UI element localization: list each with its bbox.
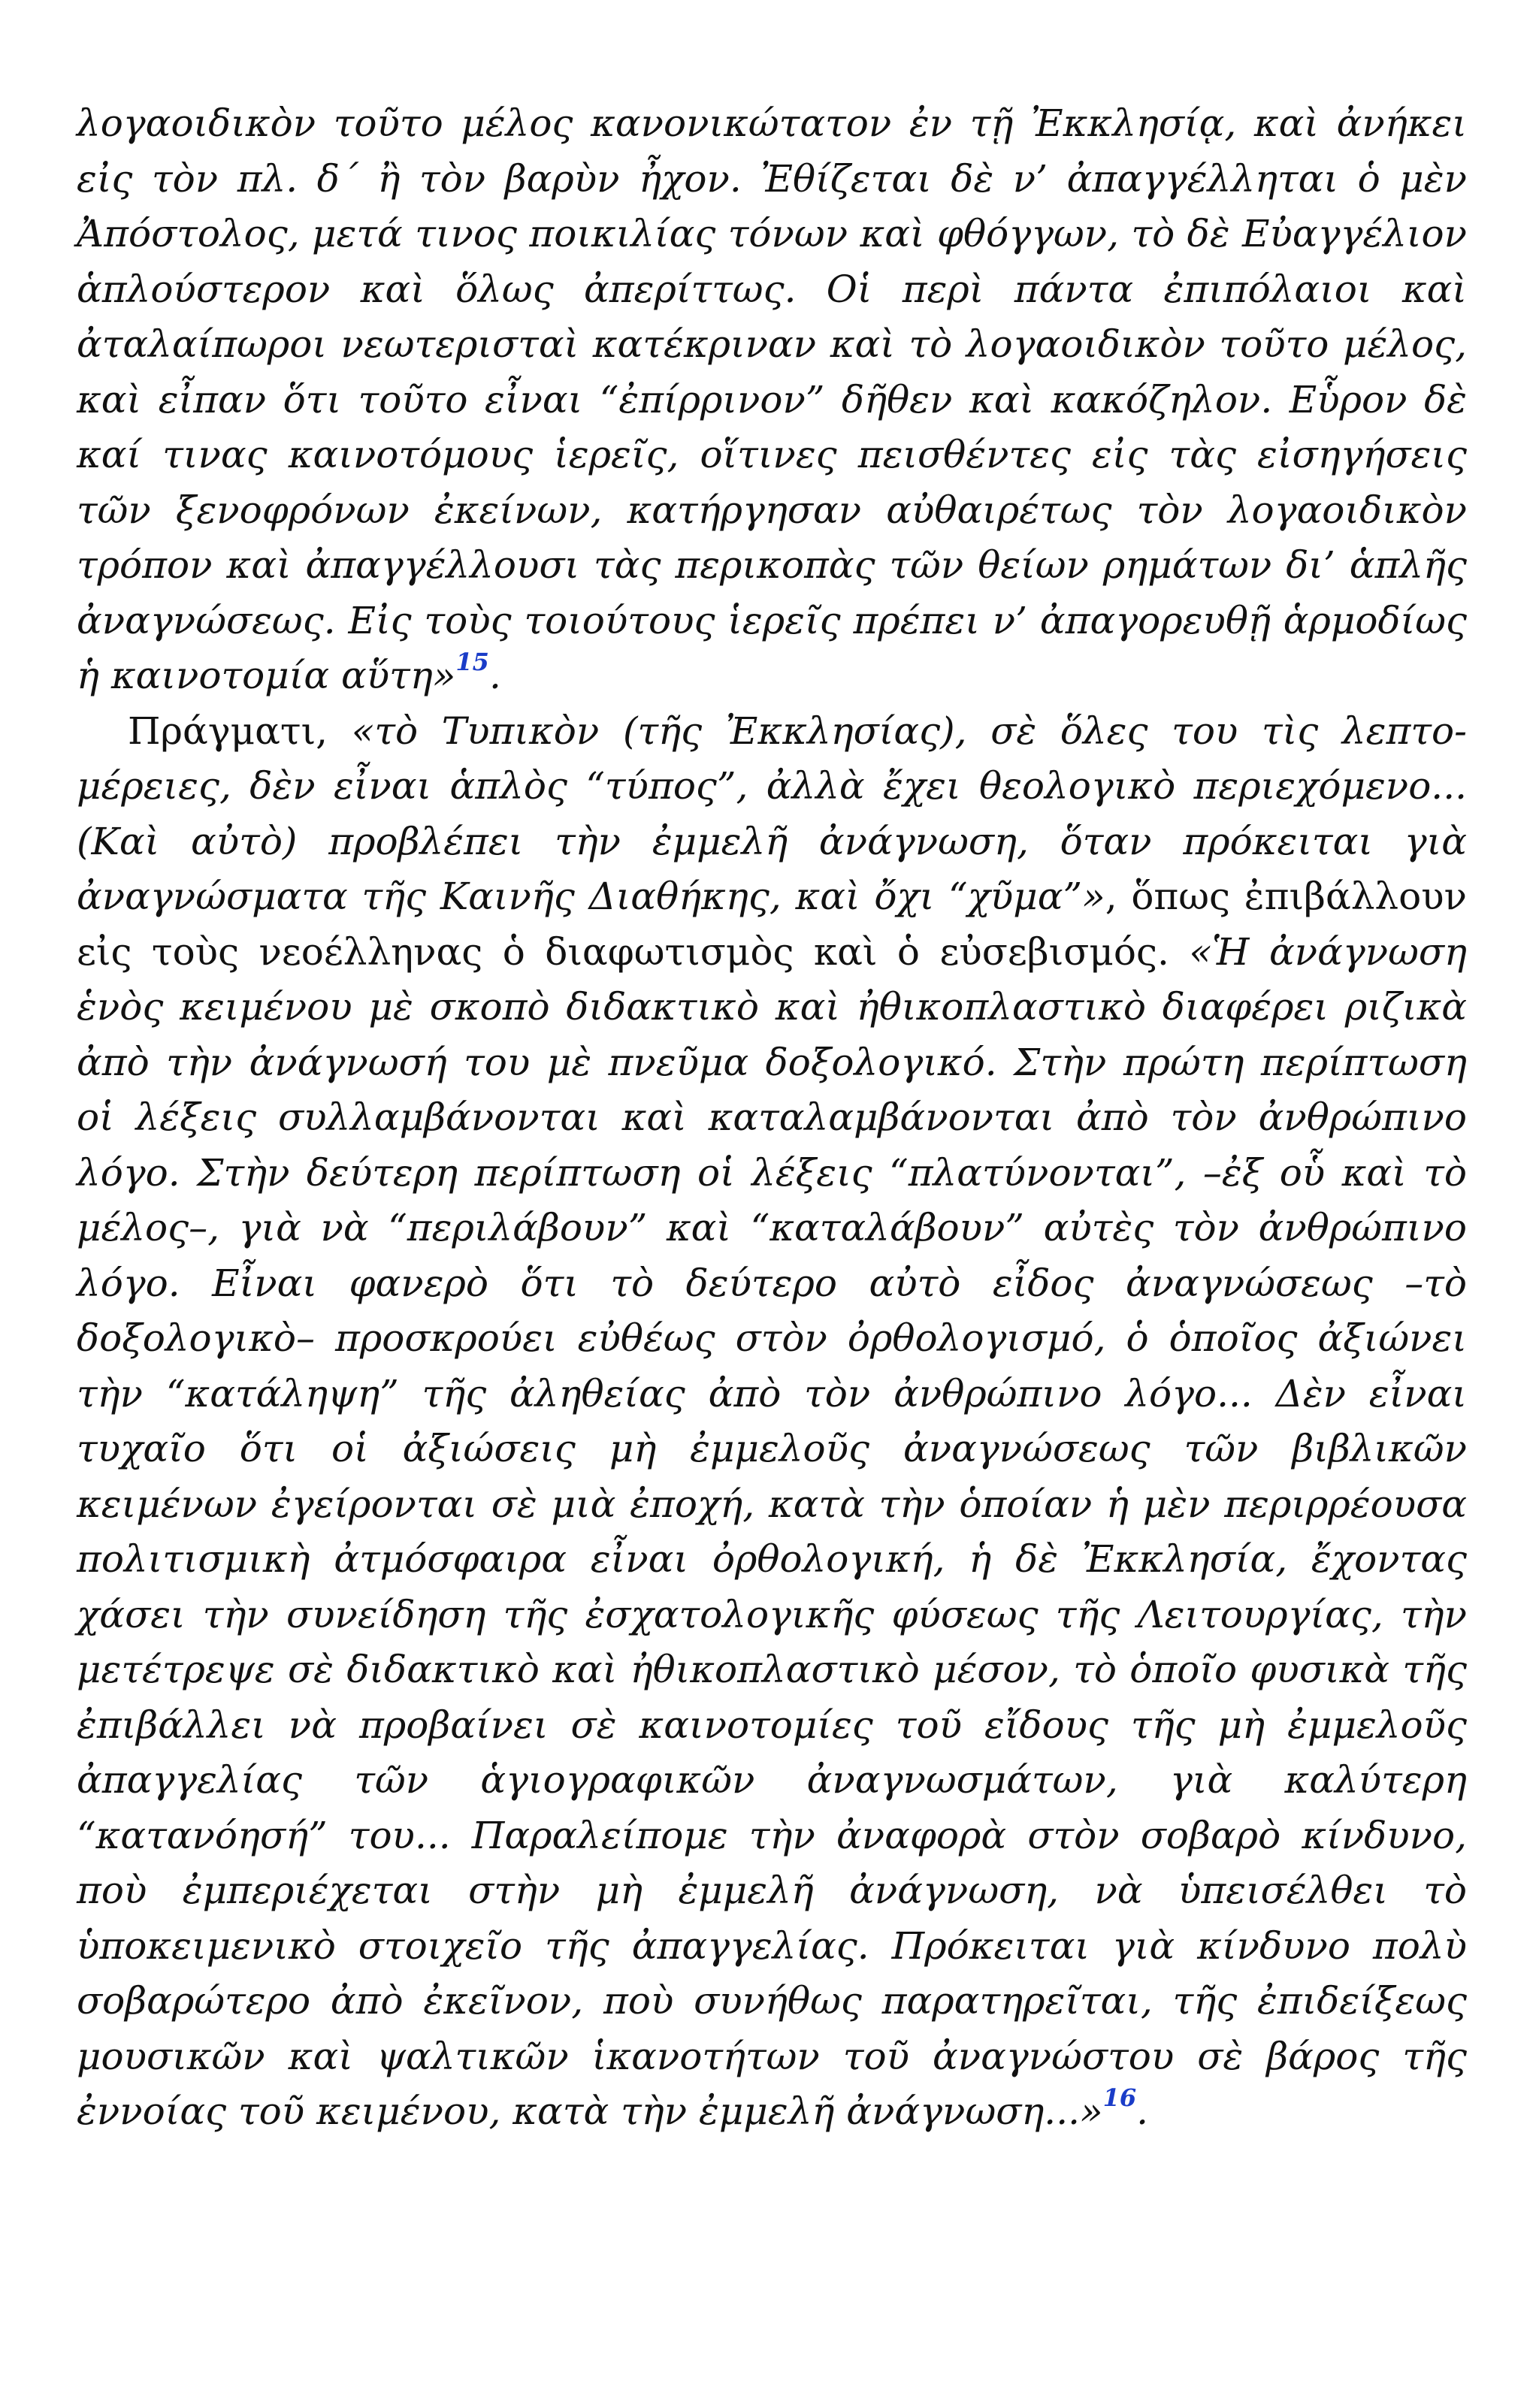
quote-text: λογαοιδικὸν τοῦτο μέλος κανονικώτατον ἐν τῇ Ἐκκλησίᾳ, καὶ ἀνήκει εἰς τὸν πλ. δ΄ ἢ τὸν βαρὺν ἦχον. Ἐθίζεται δὲ ν’ ἀπαγγέλληται ὁ μὲν Ἀπόστολος, μετά τινος ποικιλίας τόνων καὶ φθόγγων, τὸ δὲ Εὐαγγέλιον ἁπλούστερον καὶ ὅλως ἀπερίττως. Οἱ περὶ πάντα ἐπιπόλαιοι καὶ ἀταλαίπωροι νεωτερισταὶ κατέκριναν καὶ τὸ λογαοιδικὸν τοῦτο μέλος, καὶ εἶπαν ὅτι τοῦτο εἶναι “ἐπίρρινον” δῆθεν καὶ κακόζηλον. Εὗρον δὲ καί τινας καινοτόμους ἱερεῖς, οἵτινες πεισθέντες εἰς τὰς εἰσηγήσεις τῶν ξενοφρόνων ἐκείνων, κατήργησαν αὐθαιρέτως τὸν λογαοιδικὸν τρόπον καὶ ἀπαγγέλλουσι τὰς περικοπὰς τῶν θείων ρημάτων δι’ ἁπλῆς ἀναγνώσεως. Εἰς τοὺς τοιούτους ἱερεῖς πρέπει ν’ ἀπαγορευθῇ ἁρμοδίως ἡ καινοτομία αὕτη»: [77, 101, 1467, 697]
body-text: , ὅπως ἐπιβάλλουν εἰς τοὺς νεοέλληνας ὁ διαφωτισμὸς καὶ ὁ εὐσεβισμός.: [77, 875, 1467, 974]
punctuation: .: [1136, 2089, 1149, 2133]
paragraph-2: [77, 704, 1467, 2140]
quote-text: «τὸ Τυπικὸν (τῆς Ἐκκλησίας), σὲ ὅλες του τὶς λεπτομέρειες, δὲν εἶναι ἁπλὸς “τύπος”, ἀλλὰ ἔχει θεολογικὸ περιεχόμενο... (Καὶ αὐτὸ) προβλέπει τὴν ἐμμελῆ ἀνάγνωση, ὅταν πρόκειται γιὰ ἀναγνώσματα τῆς Καινῆς Διαθήκης, καὶ ὄχι “χῦμα”»: [77, 709, 1467, 918]
body-text: Πράγματι,: [128, 709, 352, 753]
punctuation: .: [488, 654, 501, 697]
footnote-ref-16[interactable]: 16: [1102, 2083, 1137, 2112]
quote-text: «Ἡ ἀνάγνωση ἑνὸς κειμένου μὲ σκοπὸ διδακτικὸ καὶ ἠθικοπλαστικὸ διαφέρει ριζικὰ ἀπὸ τὴν ἀνάγνωσή του μὲ πνεῦμα δοξολογικό. Στὴν πρώτη περίπτωση οἱ λέξεις συλλαμβάνονται καὶ καταλαμβάνονται ἀπὸ τὸν ἀνθρώπινο λόγο. Στὴν δεύτερη περίπτωση οἱ λέξεις “πλατύνονται”, –ἐξ οὗ καὶ τὸ μέλος–, γιὰ νὰ “περιλάβουν” καὶ “καταλάβουν” αὐτὲς τὸν ἀνθρώπινο λόγο. Εἶναι φανερὸ ὅτι τὸ δεύτερο αὐτὸ εἶδος ἀναγνώσεως –τὸ δοξολογικὸ– προσκρούει εὐθέως στὸν ὀρθολογισμό, ὁ ὁποῖος ἀξιώνει τὴν “κατάληψη” τῆς ἀληθείας ἀπὸ τὸν ἀνθρώπινο λόγο... Δὲν εἶναι τυχαῖο ὅτι οἱ ἀξιώσεις μὴ ἐμμελοῦς ἀναγνώσεως τῶν βιβλικῶν κειμένων ἐγείρονται σὲ μιὰ ἐποχή, κατὰ τὴν ὁποίαν ἡ μὲν περιρρέουσα πολιτισμικὴ ἀτμόσφαιρα εἶναι ὀρθολογική, ἡ δὲ Ἐκκλησία, ἔχοντας χάσει τὴν συνείδηση τῆς ἐσχατολογικῆς φύσεως τῆς Λειτουργίας, τὴν μετέτρεψε σὲ διδακτικὸ καὶ ἠθικοπλαστικὸ μέσον, τὸ ὁποῖο φυσικὰ τῆς ἐπιβάλλει νὰ προβαίνει σὲ καινοτομίες τοῦ εἴδους τῆς μὴ ἐμμελοῦς ἀπαγγελίας τῶν ἁγιογραφικῶν ἀναγνωσμάτων, γιὰ καλύτερη “κατανόησή” του... Παραλείπομε τὴν ἀναφορὰ στὸν σοβαρὸ κίνδυνο, ποὺ ἐμπεριέχεται στὴν μὴ ἐμμελῆ ἀνάγνωση, νὰ ὑπεισέλθει τὸ ὑποκειμενικὸ στοιχεῖο τῆς ἀπαγγελίας. Πρόκειται γιὰ κίνδυνο πολὺ σοβαρώτερο ἀπὸ ἐκεῖνον, ποὺ συνήθως παρατηρεῖται, τῆς ἐπιδείξεως μουσικῶν καὶ ψαλτικῶν ἱκανοτήτων τοῦ ἀναγνώστου σὲ βάρος τῆς ἐννοίας τοῦ κειμένου, κατὰ τὴν ἐμμελῆ ἀνάγνωση...»: [77, 929, 1468, 2133]
document-page: [77, 96, 1467, 2140]
paragraph-1: [77, 96, 1467, 704]
footnote-ref-15[interactable]: 15: [455, 648, 489, 676]
